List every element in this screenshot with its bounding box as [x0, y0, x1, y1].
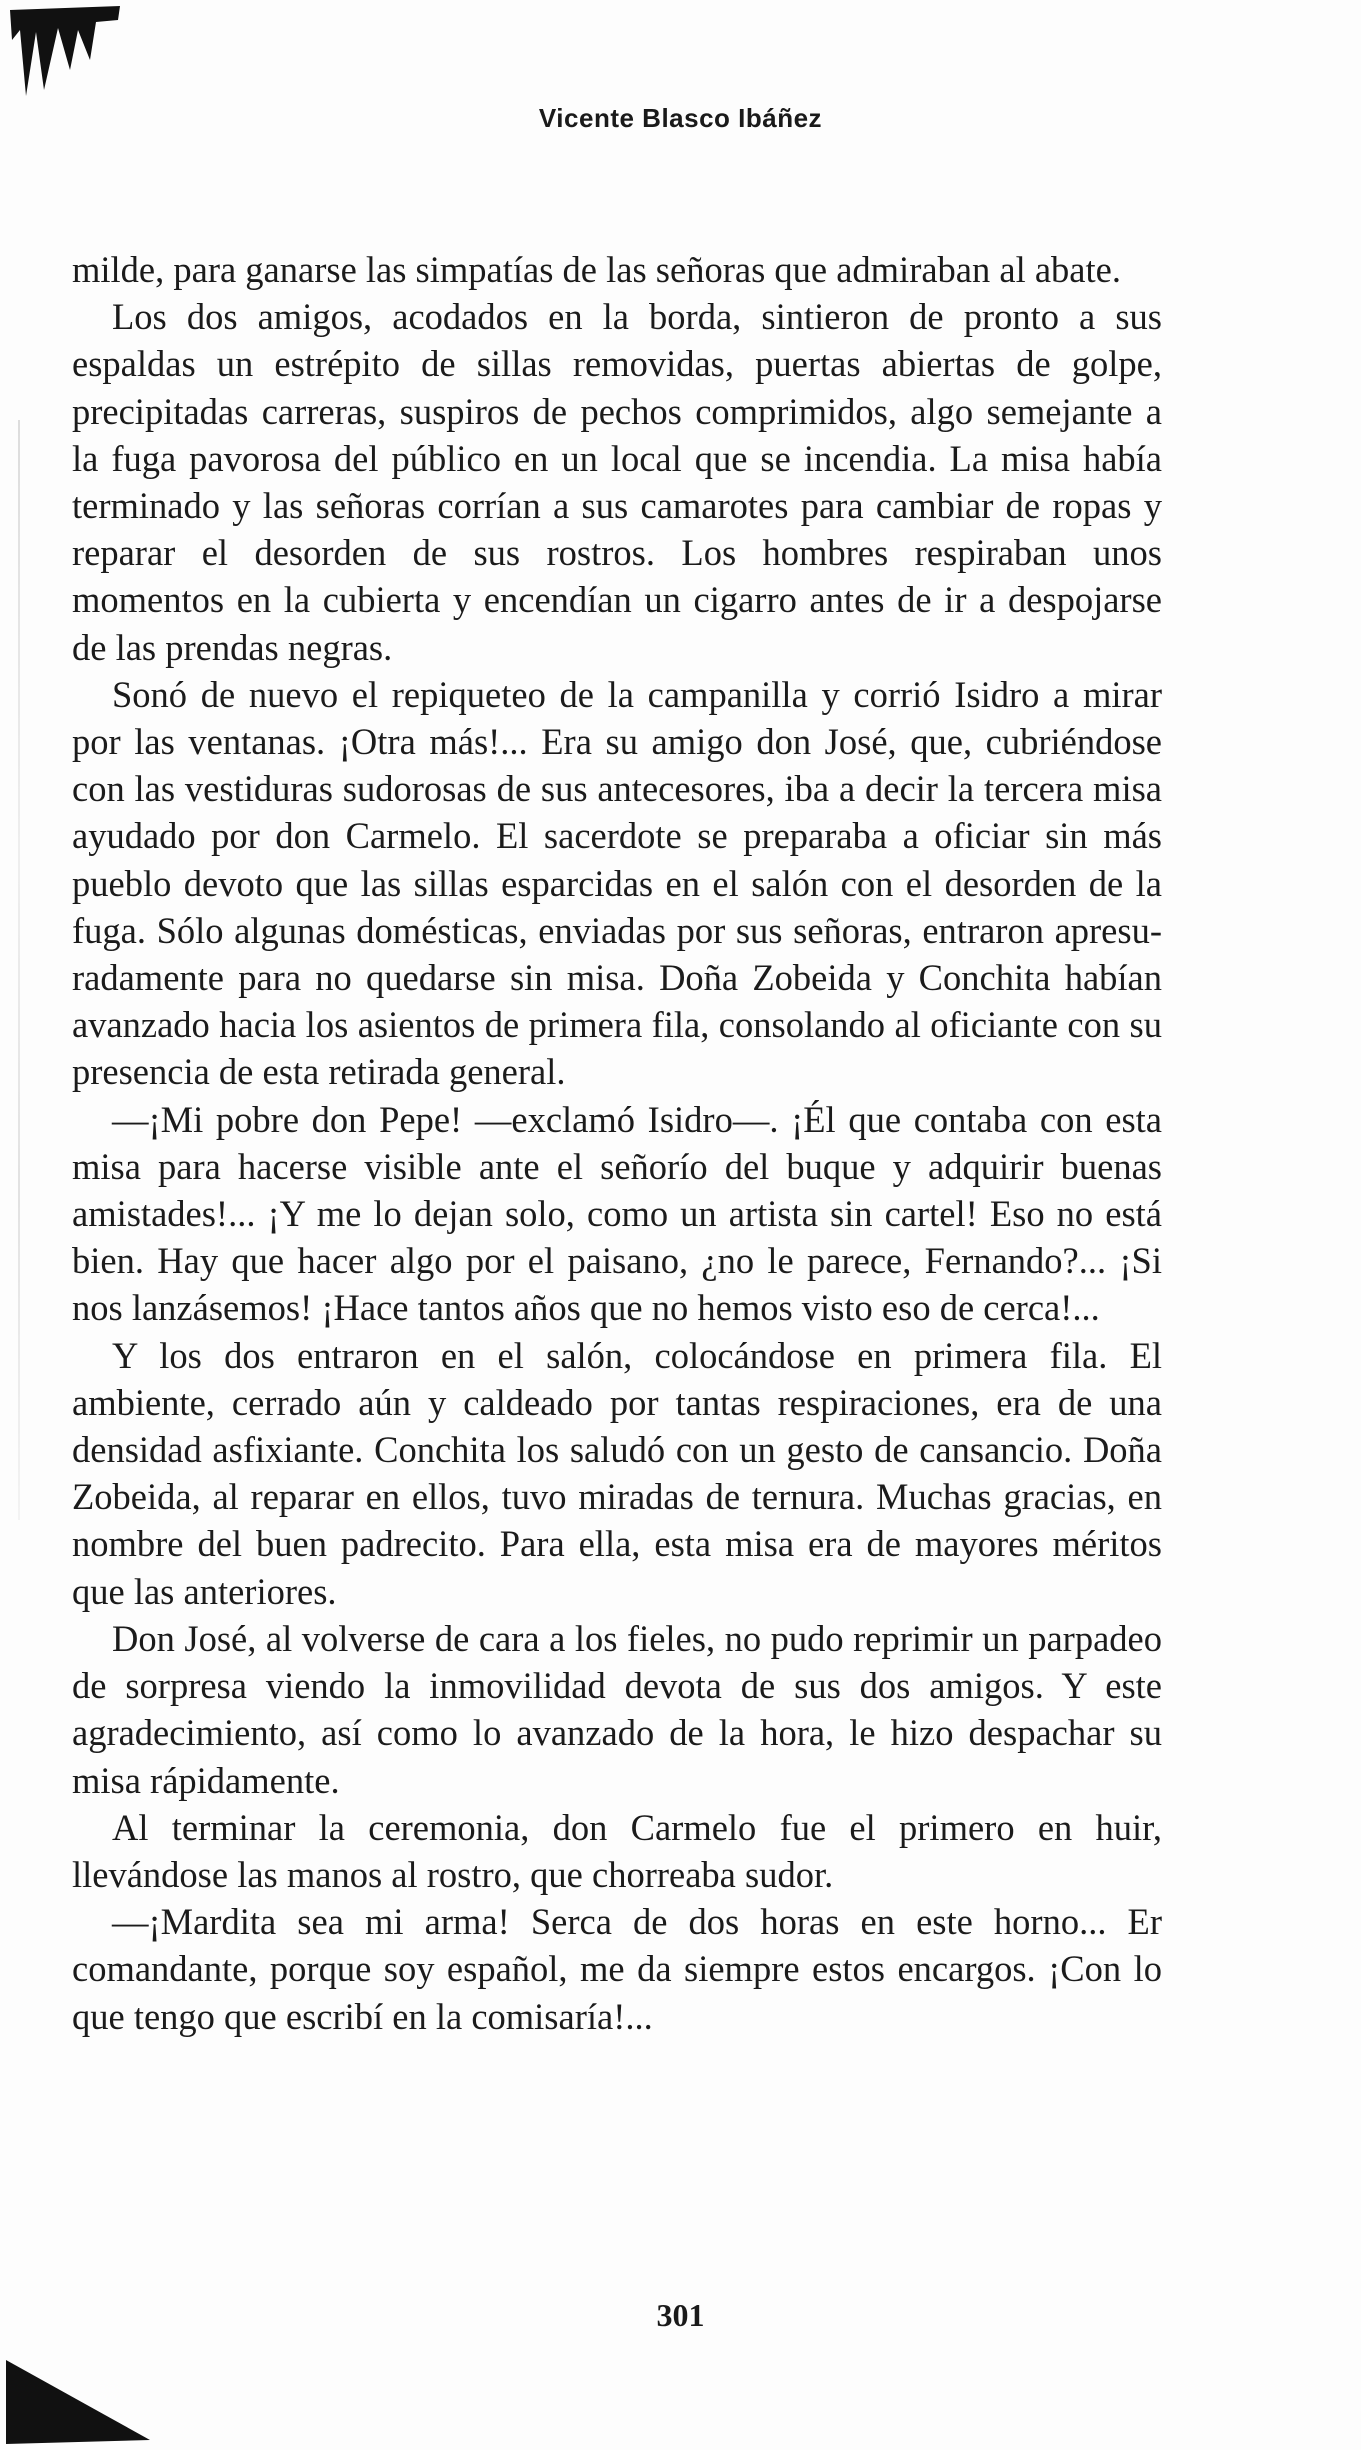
- paragraph: Sonó de nuevo el repiqueteo de la campanilla y corrió Isidro a mirar por las ventanas. ¡Otra más!... Era su amigo don José, que, cubriéndose con las vestiduras sudorosas de sus antecesores, iba a decir la tercera misa ayudado por don Carmelo. El sacerdote se preparaba a oficiar sin más pueblo devoto que las sillas esparcidas en el salón con el desorden de la fuga. Sólo algunas domésticas, enviadas por sus señoras, entraron apresuradamente para no quedarse sin misa. Doña Zobeida y Conchita habían avanzado hacia los asientos de primera fila, consolando al oficiante con su presencia de esta retirada general.: [72, 673, 1162, 1093]
- gutter-shadow: [18, 420, 20, 1520]
- paragraph: Don José, al volverse de cara a los fieles, no pudo reprimir un parpadeo de sorpresa viendo la inmovilidad devota de sus dos amigos. Y este agradecimiento, así como lo avanzado de la hora, le hizo despachar su misa rápidamente.: [72, 1617, 1162, 1801]
- paragraph: milde, para ganarse las simpatías de las señoras que admiraban al abate.: [72, 249, 1121, 290]
- page-number: 301: [656, 2297, 705, 2333]
- paragraph: —¡Mardita sea mi arma! Serca de dos horas en este horno... Er comandante, porque soy español, me da siempre estos encargos. ¡Con lo que tengo que escribí en la comisaría!...: [72, 1901, 1162, 2037]
- running-head: Vicente Blasco Ibáñez: [538, 103, 823, 133]
- body-text: [72, 246, 1162, 2040]
- paragraph: —¡Mi pobre don Pepe! —exclamó Isidro—. ¡Él que contaba con esta misa para hacerse visible ante el señorío del buque y adquirir buenas amistades!... ¡Y me lo dejan solo, como un artista sin cartel! Eso no está bien. Hay que hacer algo por el paisano, ¿no le parece, Fernando?... ¡Si nos lanzásemos! ¡Hace tantos años que no hemos visto eso de cerca!...: [72, 1098, 1162, 1329]
- paragraph: Y los dos entraron en el salón, colocándose en primera fila. El ambiente, cerrado aún y caldeado por tantas respiraciones, era de una densidad asfixiante. Conchita los saludó con un gesto de cansancio. Doña Zobeida, al reparar en ellos, tuvo miradas de ternura. Muchas gracias, en nombre del buen padrecito. Para ella, esta misa era de mayores méritos que las anteriores.: [72, 1334, 1162, 1612]
- scan-corner-wedge-icon: [0, 2340, 160, 2450]
- scan-corner-mark-icon: [0, 0, 140, 110]
- paragraph: Los dos amigos, acodados en la borda, sintieron de pronto a sus espaldas un estrépito de sillas removidas, puertas abiertas de golpe, precipitadas carreras, suspiros de pechos comprimidos, algo semejante a la fuga pavorosa del público en un local que se incendia. La misa había terminado y las señoras corrían a sus camarotes para cambiar de ropas y reparar el desorden de sus rostros. Los hombres respiraban unos momentos en la cubierta y encendían un cigarro antes de ir a despojarse de las prendas negras.: [72, 296, 1162, 668]
- paragraph: Al terminar la ceremonia, don Carmelo fue el primero en huir, llevándose las manos al rostro, que chorreaba sudor.: [72, 1806, 1162, 1895]
